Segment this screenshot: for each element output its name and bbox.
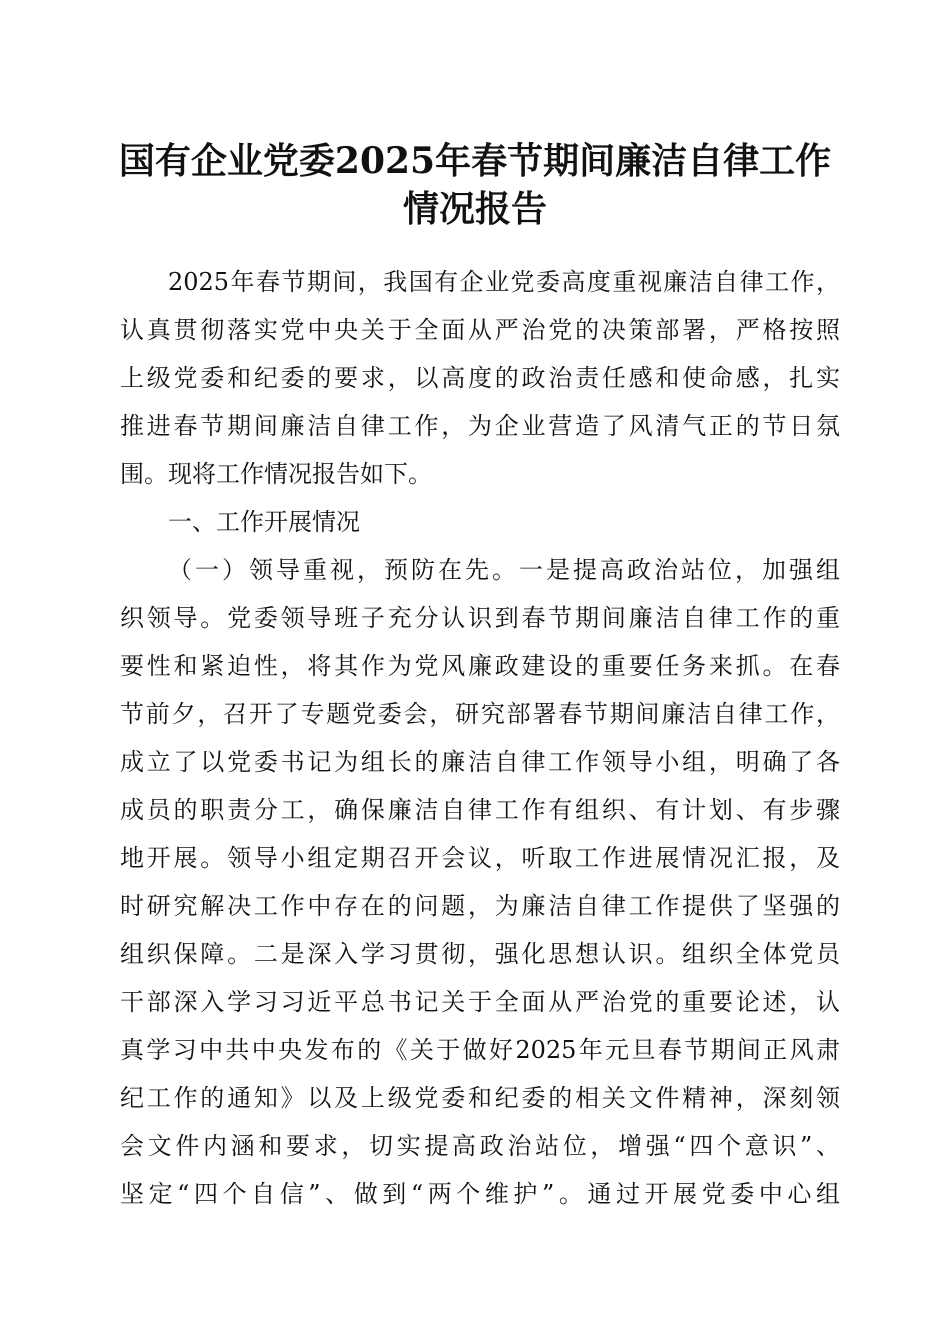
intro-line: 认真贯彻落实党中央关于全面从严治党的决策部署，严格按照: [120, 316, 840, 344]
intro-paragraph: [120, 258, 840, 498]
section-heading: 一、工作开展情况: [168, 508, 360, 536]
paragraph-line: 节前夕，召开了专题党委会，研究部署春节期间廉洁自律工作，: [120, 700, 840, 728]
document-title-line-2: 情况报告: [402, 188, 547, 230]
paragraph-line: （一）领导重视，预防在先。一是提高政治站位，加强组: [168, 556, 840, 584]
intro-line: 围。现将工作情况报告如下。: [120, 460, 432, 488]
paragraph-line: 成员的职责分工，确保廉洁自律工作有组织、有计划、有步骤: [120, 796, 840, 824]
intro-line: 2025年春节期间，我国有企业党委高度重视廉洁自律工作，: [168, 268, 840, 296]
section-1-paragraph: [120, 546, 840, 1218]
intro-line: 上级党委和纪委的要求，以高度的政治责任感和使命感，扎实: [120, 364, 840, 392]
intro-line: 推进春节期间廉洁自律工作，为企业营造了风清气正的节日氛: [120, 412, 840, 440]
paragraph-line: 时研究解决工作中存在的问题，为廉洁自律工作提供了坚强的: [120, 892, 840, 920]
paragraph-line: 坚定“四个自信”、做到“两个维护”。通过开展党委中心组: [120, 1180, 840, 1208]
paragraph-line: 组织保障。二是深入学习贯彻，强化思想认识。组织全体党员: [120, 940, 840, 968]
paragraph-line: 要性和紧迫性，将其作为党风廉政建设的重要任务来抓。在春: [120, 652, 840, 680]
paragraph-line: 会文件内涵和要求，切实提高政治站位，增强“四个意识”、: [120, 1132, 840, 1160]
paragraph-line: 织领导。党委领导班子充分认识到春节期间廉洁自律工作的重: [120, 604, 840, 632]
paragraph-line: 干部深入学习习近平总书记关于全面从严治党的重要论述，认: [120, 988, 840, 1016]
paragraph-line: 地开展。领导小组定期召开会议，听取工作进展情况汇报，及: [120, 844, 840, 872]
document-title-line-1: 国有企业党委2025年春节期间廉洁自律工作: [118, 140, 832, 182]
paragraph-line: 成立了以党委书记为组长的廉洁自律工作领导小组，明确了各: [120, 748, 840, 776]
paragraph-line: 纪工作的通知》以及上级党委和纪委的相关文件精神，深刻领: [120, 1084, 840, 1112]
paragraph-line: 真学习中共中央发布的《关于做好2025年元旦春节期间正风肃: [120, 1036, 840, 1064]
